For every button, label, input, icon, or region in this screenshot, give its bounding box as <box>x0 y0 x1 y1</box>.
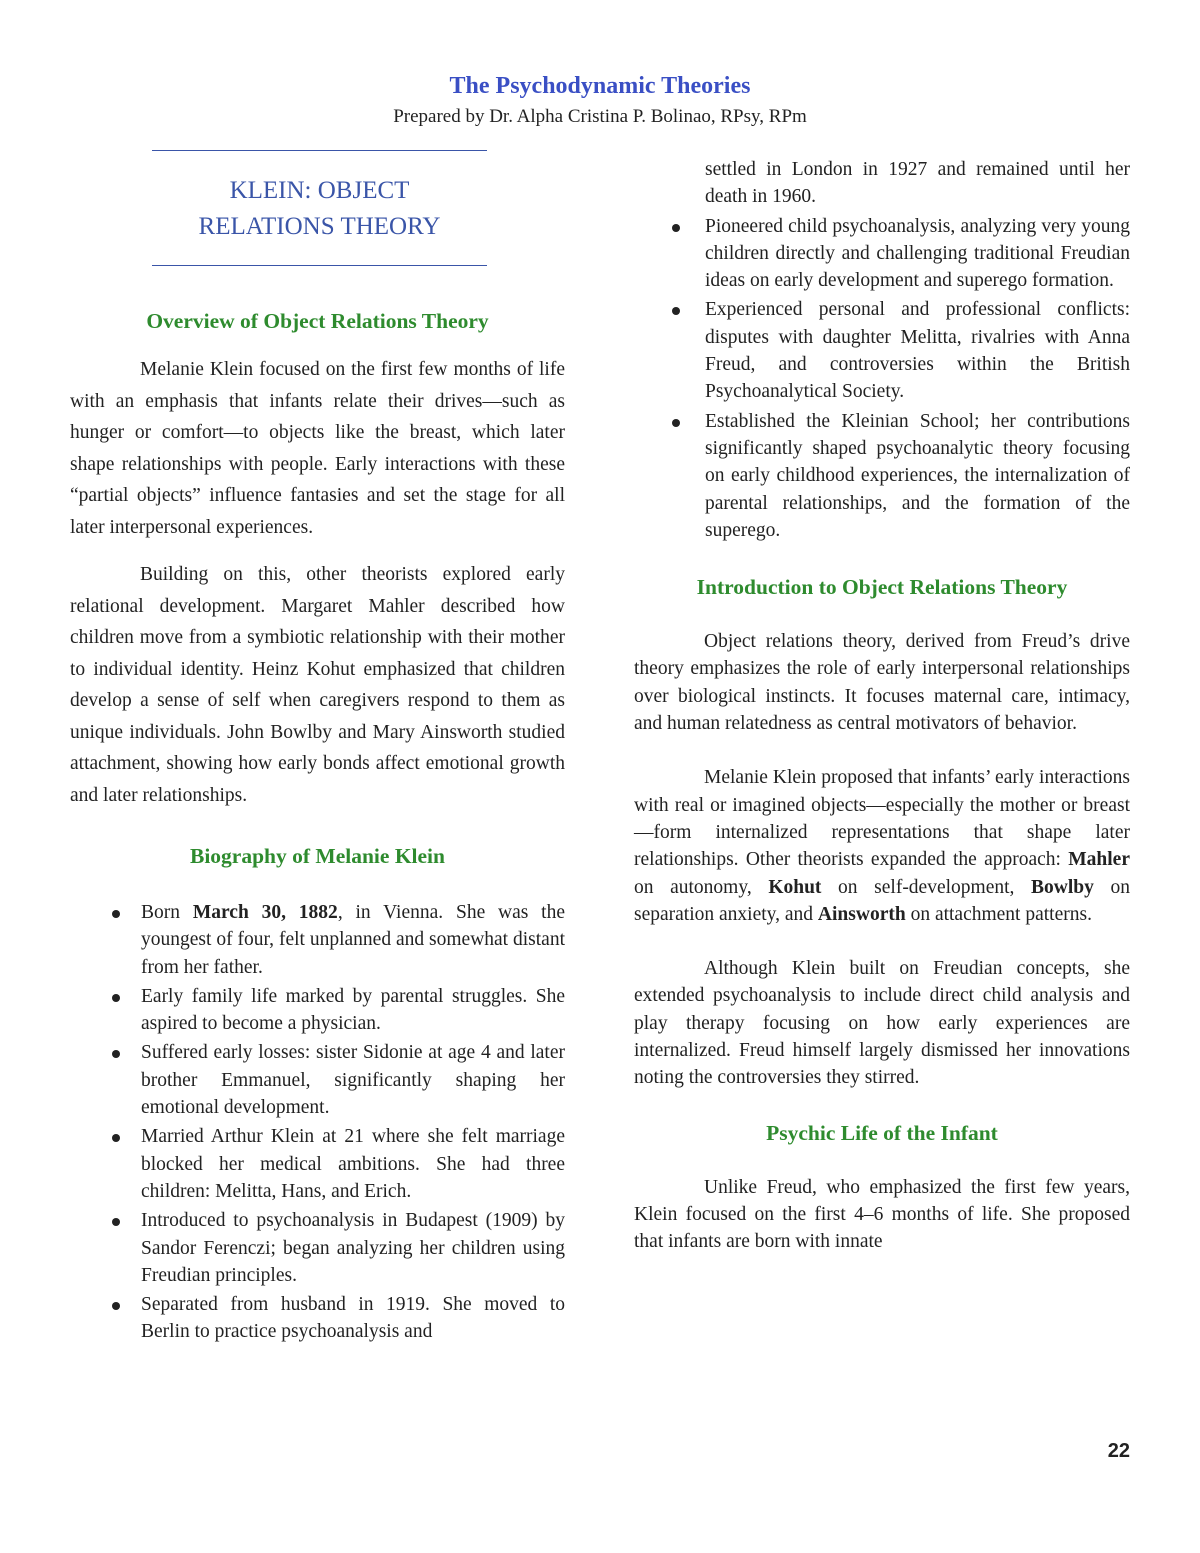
introduction-heading: Introduction to Object Relations Theory <box>696 575 1068 600</box>
bullet-icon <box>112 994 120 1002</box>
chapter-title <box>152 151 487 265</box>
list-item: Early family life marked by parental struggles. She aspired to become a physician. <box>70 983 565 1038</box>
right-column <box>634 156 1130 1256</box>
list-item: Experienced personal and professional conflicts: disputes with daughter Melitta, rivalries with Anna Freud, and controversies within the British Psychoanalytical Society. <box>634 296 1130 405</box>
introduction-paragraph-2: Melanie Klein proposed that infants’ early interactions with real or imagined objects—especially the mother or breast—form internalized representations that shape later relationships. Other theorists expanded the approach: Mahler on autonomy, Kohut on self-development, Bowlby on separation anxiety, and Ainsworth on attachment patterns. <box>634 767 1130 925</box>
name-bowlby: Bowlby <box>1031 876 1094 898</box>
overview-paragraph-2: Building on this, other theorists explored early relational development. Margaret Mahler described how children move from a symbiotic relationship with their mother to individual identity. Heinz Kohut emphasized that children develop a sense of self when caregivers respond to them as unique individuals. John Bowlby and Mary Ainsworth studied attachment, showing how early bonds affect emotional growth and later relationships. <box>70 564 565 806</box>
left-column <box>70 150 565 1346</box>
bullet-icon <box>672 419 680 427</box>
page-header <box>0 70 1200 130</box>
chapter-title-line-2: RELATIONS THEORY <box>198 213 441 240</box>
bullet-icon <box>112 910 120 918</box>
list-item: Separated from husband in 1919. She moved to Berlin to practice psychoanalysis and <box>70 1291 565 1346</box>
introduction-paragraph-1: Object relations theory, derived from Freud’s drive theory emphasizes the role of early interpersonal relationships over biological instincts. It focuses maternal care, intimacy, and human relatedness as central motivators of behavior. <box>634 631 1130 735</box>
chapter-title-box <box>152 150 487 266</box>
bullet-icon <box>112 1050 120 1058</box>
overview-heading: Overview of Object Relations Theory <box>146 309 489 333</box>
name-mahler: Mahler <box>1068 849 1130 871</box>
psychic-life-paragraph-1: Unlike Freud, who emphasized the first few years, Klein focused on the first 4–6 months of life. She proposed that infants are born with innate <box>634 1176 1130 1253</box>
title-bottom-rule <box>152 265 487 266</box>
biography-list <box>70 899 565 1346</box>
overview-paragraph-1: Melanie Klein focused on the first few months of life with an emphasis that infants relate their drives—such as hunger or comfort—to objects like the breast, which later shape relationships with people. Early interactions with these “partial objects” influence fantasies and set the stage for all later interpersonal experiences. <box>70 359 565 538</box>
biography-list-continued <box>634 156 1130 544</box>
list-item: Pioneered child psychoanalysis, analyzing very young children directly and challenging traditional Freudian ideas on early development and superego formation. <box>634 213 1130 295</box>
document-author: Prepared by Dr. Alpha Cristina P. Bolinao, RPsy, RPm <box>393 106 807 127</box>
document-title: The Psychodynamic Theories <box>449 73 751 99</box>
bullet-icon <box>672 224 680 232</box>
list-item: Established the Kleinian School; her contributions significantly shaped psychoanalytic theory focusing on early childhood experiences, the internalization of parental relationships, and the formation of the superego. <box>634 408 1130 544</box>
bullet-icon <box>112 1302 120 1310</box>
list-item: Born March 30, 1882, in Vienna. She was the youngest of four, felt unplanned and somewhat distant from her father. <box>70 899 565 981</box>
psychic-life-heading: Psychic Life of the Infant <box>766 1120 998 1145</box>
chapter-title-line-1: KLEIN: OBJECT <box>229 177 410 204</box>
list-item-continued: settled in London in 1927 and remained until her death in 1960. <box>705 159 1130 208</box>
page-number: 22 <box>1107 1440 1130 1462</box>
bullet-icon <box>112 1218 120 1226</box>
biography-heading: Biography of Melanie Klein <box>189 844 445 868</box>
bullet-icon <box>112 1134 120 1142</box>
name-ainsworth: Ainsworth <box>817 903 906 925</box>
birth-date: March 30, 1882 <box>192 902 338 923</box>
list-item: Suffered early losses: sister Sidonie at age 4 and later brother Emmanuel, significantly shaping her emotional development. <box>70 1039 565 1121</box>
list-item: Married Arthur Klein at 21 where she felt marriage blocked her medical ambitions. She had three children: Melitta, Hans, and Erich. <box>70 1123 565 1205</box>
list-item: Introduced to psychoanalysis in Budapest (1909) by Sandor Ferenczi; began analyzing her children using Freudian principles. <box>70 1207 565 1289</box>
name-kohut: Kohut <box>768 876 822 898</box>
bullet-icon <box>672 307 680 315</box>
introduction-paragraph-3: Although Klein built on Freudian concepts, she extended psychoanalysis to include direct child analysis and play therapy focusing on how early experiences are internalized. Freud himself largely dismissed her innovations noting the controversies they stirred. <box>634 958 1130 1089</box>
